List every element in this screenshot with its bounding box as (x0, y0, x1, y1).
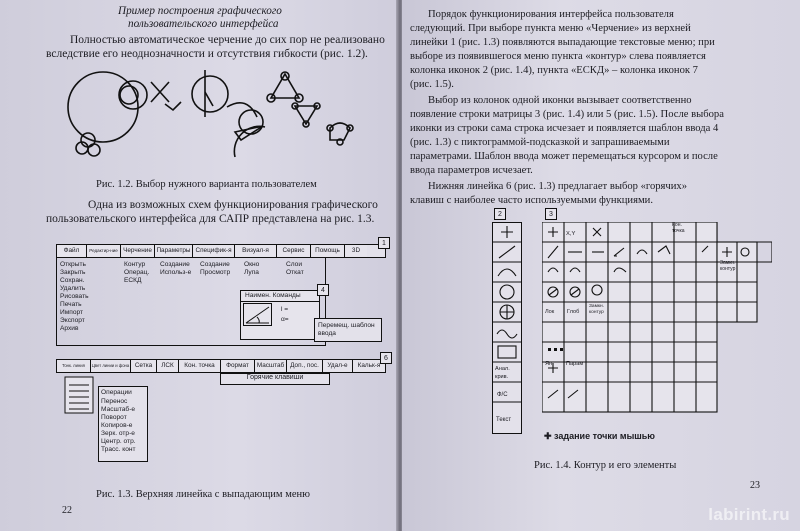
para2-line1: Одна из возможных схем функционирования графического (88, 199, 378, 211)
formula-l: l = (281, 306, 289, 313)
right-text-line: ввода параметров исчезает. (410, 165, 533, 176)
right-text-line: линейки 1 (рис. 1.3) появляются выпадающие текстовые меню; при (410, 37, 715, 48)
right-text-line: параметрами. Шаблон ввода может перемещаться курсором и после (410, 151, 718, 162)
figure-1-4 (488, 208, 778, 448)
serv-undo[interactable]: Откат (286, 269, 304, 276)
fig2-caption: Рис. 1.2. Выбор нужного варианта пользователем (96, 179, 317, 190)
watermark: labirint.ru (708, 505, 790, 524)
ops-copy[interactable]: Копиров-е (101, 422, 133, 429)
right-page-number: 23 (750, 480, 760, 491)
move-template-text: Перемещ. шаблон ввода (318, 322, 375, 337)
tool-end-point[interactable]: Кон. точка (179, 360, 221, 372)
column-2-icons (492, 222, 522, 434)
vis-zoom[interactable]: Лупа (244, 269, 259, 276)
params-create[interactable]: Создание (160, 261, 190, 268)
figure-1-2-sketches (55, 62, 375, 177)
ops-mirror[interactable]: Зерк. отр-е (101, 430, 135, 437)
header-line-2: пользовательского интерфейса (128, 18, 279, 30)
box-label-4: 4 (317, 284, 329, 296)
params-use[interactable]: Использ-е (160, 269, 192, 276)
right-text-line: появление строки матрицы 3 (рис. 1.4) или 5 (рис. 1.5). После выбора (410, 109, 724, 120)
ops-center-mirror[interactable]: Центр. отр. (101, 438, 136, 445)
right-text-line: (рис. 1.3) с пиктограммой-подсказкой и запрашиваемыми (410, 137, 670, 148)
file-open[interactable]: Открыть (60, 261, 86, 268)
menu-item-spec[interactable]: Специфик-я (193, 245, 235, 257)
cell-end-point[interactable]: Кон. точка (672, 222, 685, 234)
col2-fs[interactable]: Ф/С (497, 392, 508, 398)
col2-analytic-curve[interactable]: Анал. крив. (495, 366, 510, 380)
draw-contour[interactable]: Контур (124, 261, 146, 268)
operations-menu (98, 386, 148, 462)
fig3-caption: Рис. 1.3. Верхняя линейка с выпадающим меню (96, 489, 310, 500)
col2-label: 2 (494, 208, 506, 220)
figure-1-3 (46, 236, 396, 486)
tool-lsk[interactable]: ЛСК (157, 360, 179, 372)
cell-param[interactable]: Парам (566, 361, 584, 367)
tool-scale[interactable]: Масштаб (255, 360, 287, 372)
menu-item-service[interactable]: Сервис (277, 245, 311, 257)
tool-format[interactable]: Формат (221, 360, 255, 372)
fig4-caption: Рис. 1.4. Контур и его элементы (534, 460, 677, 471)
cell-explicit[interactable]: Ян. (545, 361, 554, 367)
vis-window[interactable]: Окно (244, 261, 260, 268)
para1-line2: вследствие его неоднозначности и отсутствия гибкости (рис. 1.2). (46, 48, 368, 60)
left-page-number: 22 (62, 505, 72, 516)
para2-line2: пользовательского интерфейса для САПР представлена на рис. 1.3. (46, 213, 375, 225)
right-text-line: Порядок функционирования интерфейса пользователя (428, 9, 674, 20)
spec-view[interactable]: Просмотр (200, 269, 231, 276)
icon-matrix-3 (542, 222, 772, 422)
top-menu-bar (56, 244, 386, 258)
tool-extra[interactable]: Доп., пос. (287, 360, 323, 372)
right-text-line: иконки из строки сама строка исчезает и появляется шаблон ввода 4 (410, 123, 719, 134)
mouse-point-text: задание точки мышью (554, 431, 655, 441)
file-draw[interactable]: Рисовать (60, 293, 89, 300)
tool-grid[interactable]: Сетка (131, 360, 157, 372)
draw-operations[interactable]: Операц. (124, 269, 150, 276)
draw-eskd[interactable]: ЕСКД (124, 277, 142, 284)
move-template-box[interactable] (314, 318, 382, 342)
file-close[interactable]: Закрыть (60, 269, 86, 276)
ops-header: Операции (101, 389, 132, 396)
document-list-icon (64, 376, 94, 414)
tool-thin-line[interactable]: Тонк. линия (57, 360, 91, 372)
cell-global[interactable]: Глоб (567, 309, 580, 315)
right-text-line: Выбор из колонок одной иконки вызывает соответственно (428, 95, 692, 106)
input-template[interactable] (240, 290, 320, 340)
right-text-line: Нижняя линейка 6 (рис. 1.3) предлагает выбор «горячих» (428, 181, 688, 192)
file-delete[interactable]: Удалить (60, 285, 86, 292)
menu-item-params[interactable]: Параметры (155, 245, 193, 257)
tool-calc[interactable]: Кальк-я (353, 360, 385, 372)
cell-closed-contour-2[interactable]: Замкн. контур (589, 304, 604, 315)
box-label-6: 6 (380, 352, 392, 364)
right-text-line: колонка иконок 2 (рис. 1.4), пункта «ЕСКД» – колонка иконок 7 (410, 65, 698, 76)
col3-label: 3 (545, 208, 557, 220)
ops-move[interactable]: Перенос (101, 398, 128, 405)
file-print[interactable]: Печать (60, 301, 82, 308)
ops-rotate[interactable]: Поворот (101, 414, 127, 421)
bottom-toolbar (56, 359, 386, 373)
file-archive[interactable]: Архив (60, 325, 79, 332)
box-label-1: 1 (378, 237, 390, 249)
right-text-line: выборе из появившегося меню пункта «контур» слева появляется (410, 51, 706, 62)
file-import[interactable]: Импорт (60, 309, 84, 316)
right-text-line: следующий. При выборе пункта меню «Черчение» из верхней (410, 23, 691, 34)
right-text-line: клавиш с наиболее часто используемыми функциями. (410, 195, 653, 206)
spec-create[interactable]: Создание (200, 261, 230, 268)
menu-item-help[interactable]: Помощь (311, 245, 345, 257)
cell-xy[interactable]: X,Y (566, 231, 576, 237)
menu-item-draw[interactable]: Черчение (121, 245, 155, 257)
command-name: Наимен. Команды (245, 292, 301, 299)
angle-hint-icon (243, 303, 273, 327)
left-page (0, 0, 398, 531)
ops-trace[interactable]: Трасс. конт (101, 446, 136, 453)
cell-local[interactable]: Лок (545, 309, 555, 315)
menu-item-edit[interactable]: Редактир-ние (87, 245, 121, 257)
tool-line-color[interactable]: Цвет линии и фона (91, 360, 131, 372)
hotkeys-label: Горячие клавиши (246, 374, 304, 381)
col2-text[interactable]: Текст (496, 417, 512, 423)
hotkeys-box (220, 373, 330, 385)
menu-item-file[interactable]: Файл (57, 245, 87, 257)
right-text-line: (рис. 1.5). (410, 79, 454, 90)
tool-delete[interactable]: Удал-е (323, 360, 353, 372)
menu-item-vis[interactable]: Визуал-я (235, 245, 277, 257)
menu-item-3d[interactable]: 3D (345, 245, 367, 257)
ops-scale[interactable]: Масштаб-е (101, 406, 136, 413)
header-line-1: Пример построения графического (118, 5, 282, 17)
formula-a: α= (281, 316, 289, 323)
file-export[interactable]: Экспорт (60, 317, 85, 324)
cell-closed-contour[interactable]: Замкн. контур (720, 260, 736, 272)
right-page (402, 0, 800, 531)
file-save[interactable]: Сохран. (60, 277, 85, 284)
mouse-point-label: ✚ задание точки мышью (544, 431, 655, 441)
serv-layers[interactable]: Слои (286, 261, 303, 268)
para1-line1: Полностью автоматическое черчение до сих пор не реализовано (70, 34, 385, 46)
